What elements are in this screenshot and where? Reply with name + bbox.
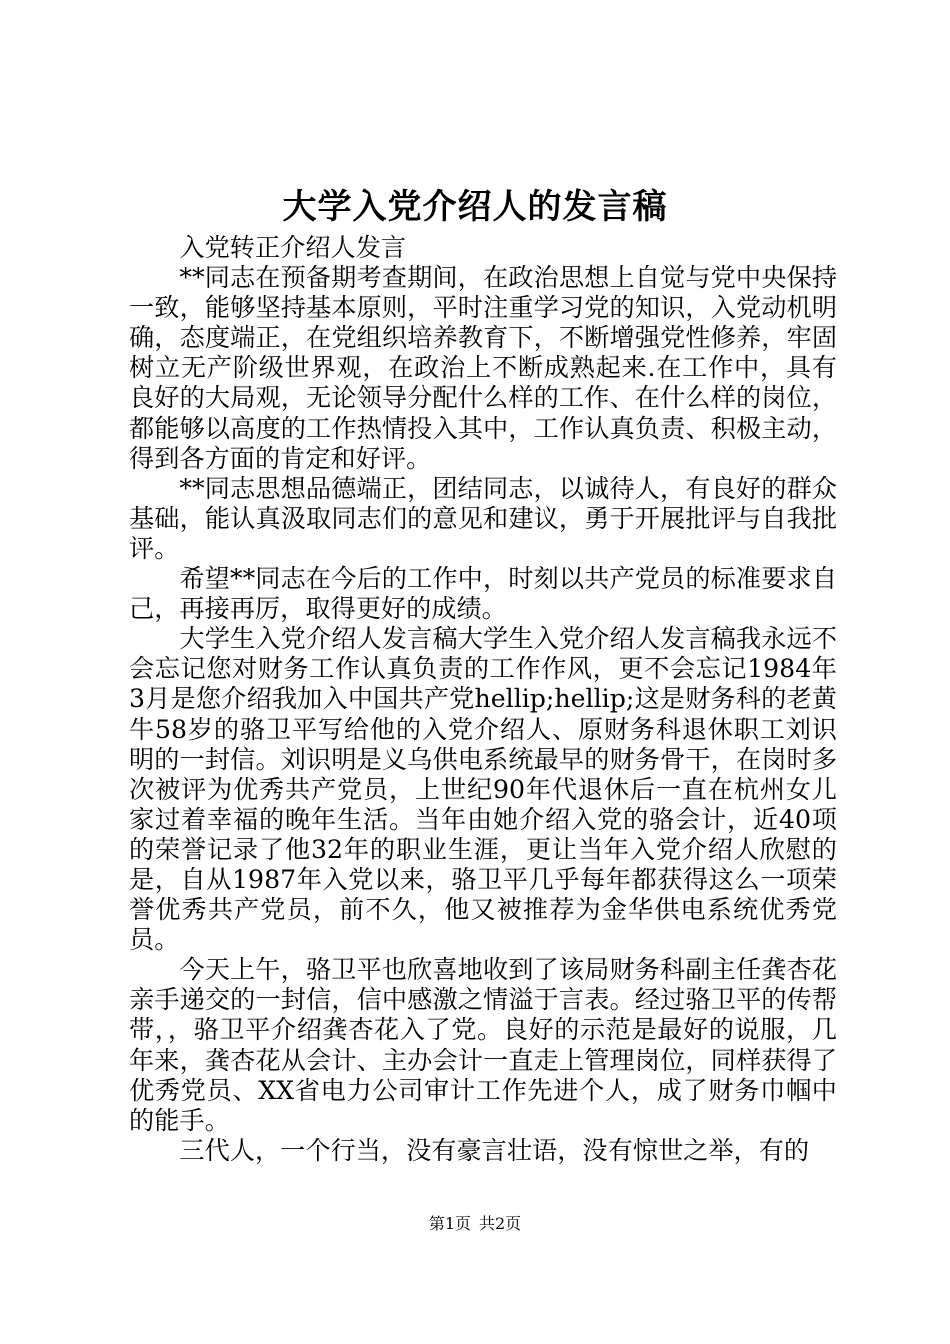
- page-footer: [0, 1212, 950, 1236]
- paragraph-subtitle: 入党转正介绍人发言: [179, 233, 407, 262]
- page-total: 共2页: [479, 1214, 522, 1233]
- paragraph: 三代人，一个行当，没有豪言壮语，没有惊世之举，有的: [179, 1135, 810, 1165]
- paragraph: **同志在预备期考查期间，在政治思想上自觉与党中央保持一致，能够坚持基本原则，平时注重学习党的知识，入党动机明确，态度端正，在党组织培养教育下，不断增强党性修养，牢固树立无产阶级世界观，在政治上不断成熟起来.在工作中，具有良好的大局观，无论领导分配什么样的工作、在什么样的岗位，都能够以高度的工作热情投入其中，工作认真负责、积极主动，得到各方面的肯定和好评。: [129, 263, 837, 473]
- paragraph: 今天上午，骆卫平也欣喜地收到了该局财务科副主任龚杏花亲手递交的一封信，信中感激之情溢于言表。经过骆卫平的传帮带，，骆卫平介绍龚杏花入了党。良好的示范是最好的说服，几年来，龚杏花从会计、主办会计一直走上管理岗位，同样获得了优秀党员、XX省电力公司审计工作先进个人，成了财务巾帼中的能手。: [129, 955, 837, 1135]
- document-body: [129, 233, 837, 1166]
- page-number: 第1页: [428, 1214, 471, 1233]
- paragraph: 大学生入党介绍人发言稿大学生入党介绍人发言稿我永远不会忘记您对财务工作认真负责的工作作风，更不会忘记1984年3月是您介绍我加入中国共产党hellip;hellip;这是财务科的老黄牛58岁的骆卫平写给他的入党介绍人、原财务科退休职工刘识明的一封信。刘识明是义乌供电系统最早的财务骨干，在岗时多次被评为优秀共产党员，上世纪90年代退休后一直在杭州女儿家过着幸福的晚年生活。当年由她介绍入党的骆会计，近40项的荣誉记录了他32年的职业生涯，更让当年入党介绍人欣慰的是，自从1987年入党以来，骆卫平几乎每年都获得这么一项荣誉优秀共产党员，前不久，他又被推荐为金华供电系统优秀党员。: [129, 624, 837, 955]
- paragraph: 希望**同志在今后的工作中，时刻以共产党员的标准要求自己，再接再厉，取得更好的成绩。: [129, 564, 837, 624]
- paragraph: **同志思想品德端正，团结同志，以诚待人，有良好的群众基础，能认真汲取同志们的意见和建议，勇于开展批评与自我批评。: [129, 473, 837, 563]
- document-title: 大学入党介绍人的发言稿: [282, 187, 668, 227]
